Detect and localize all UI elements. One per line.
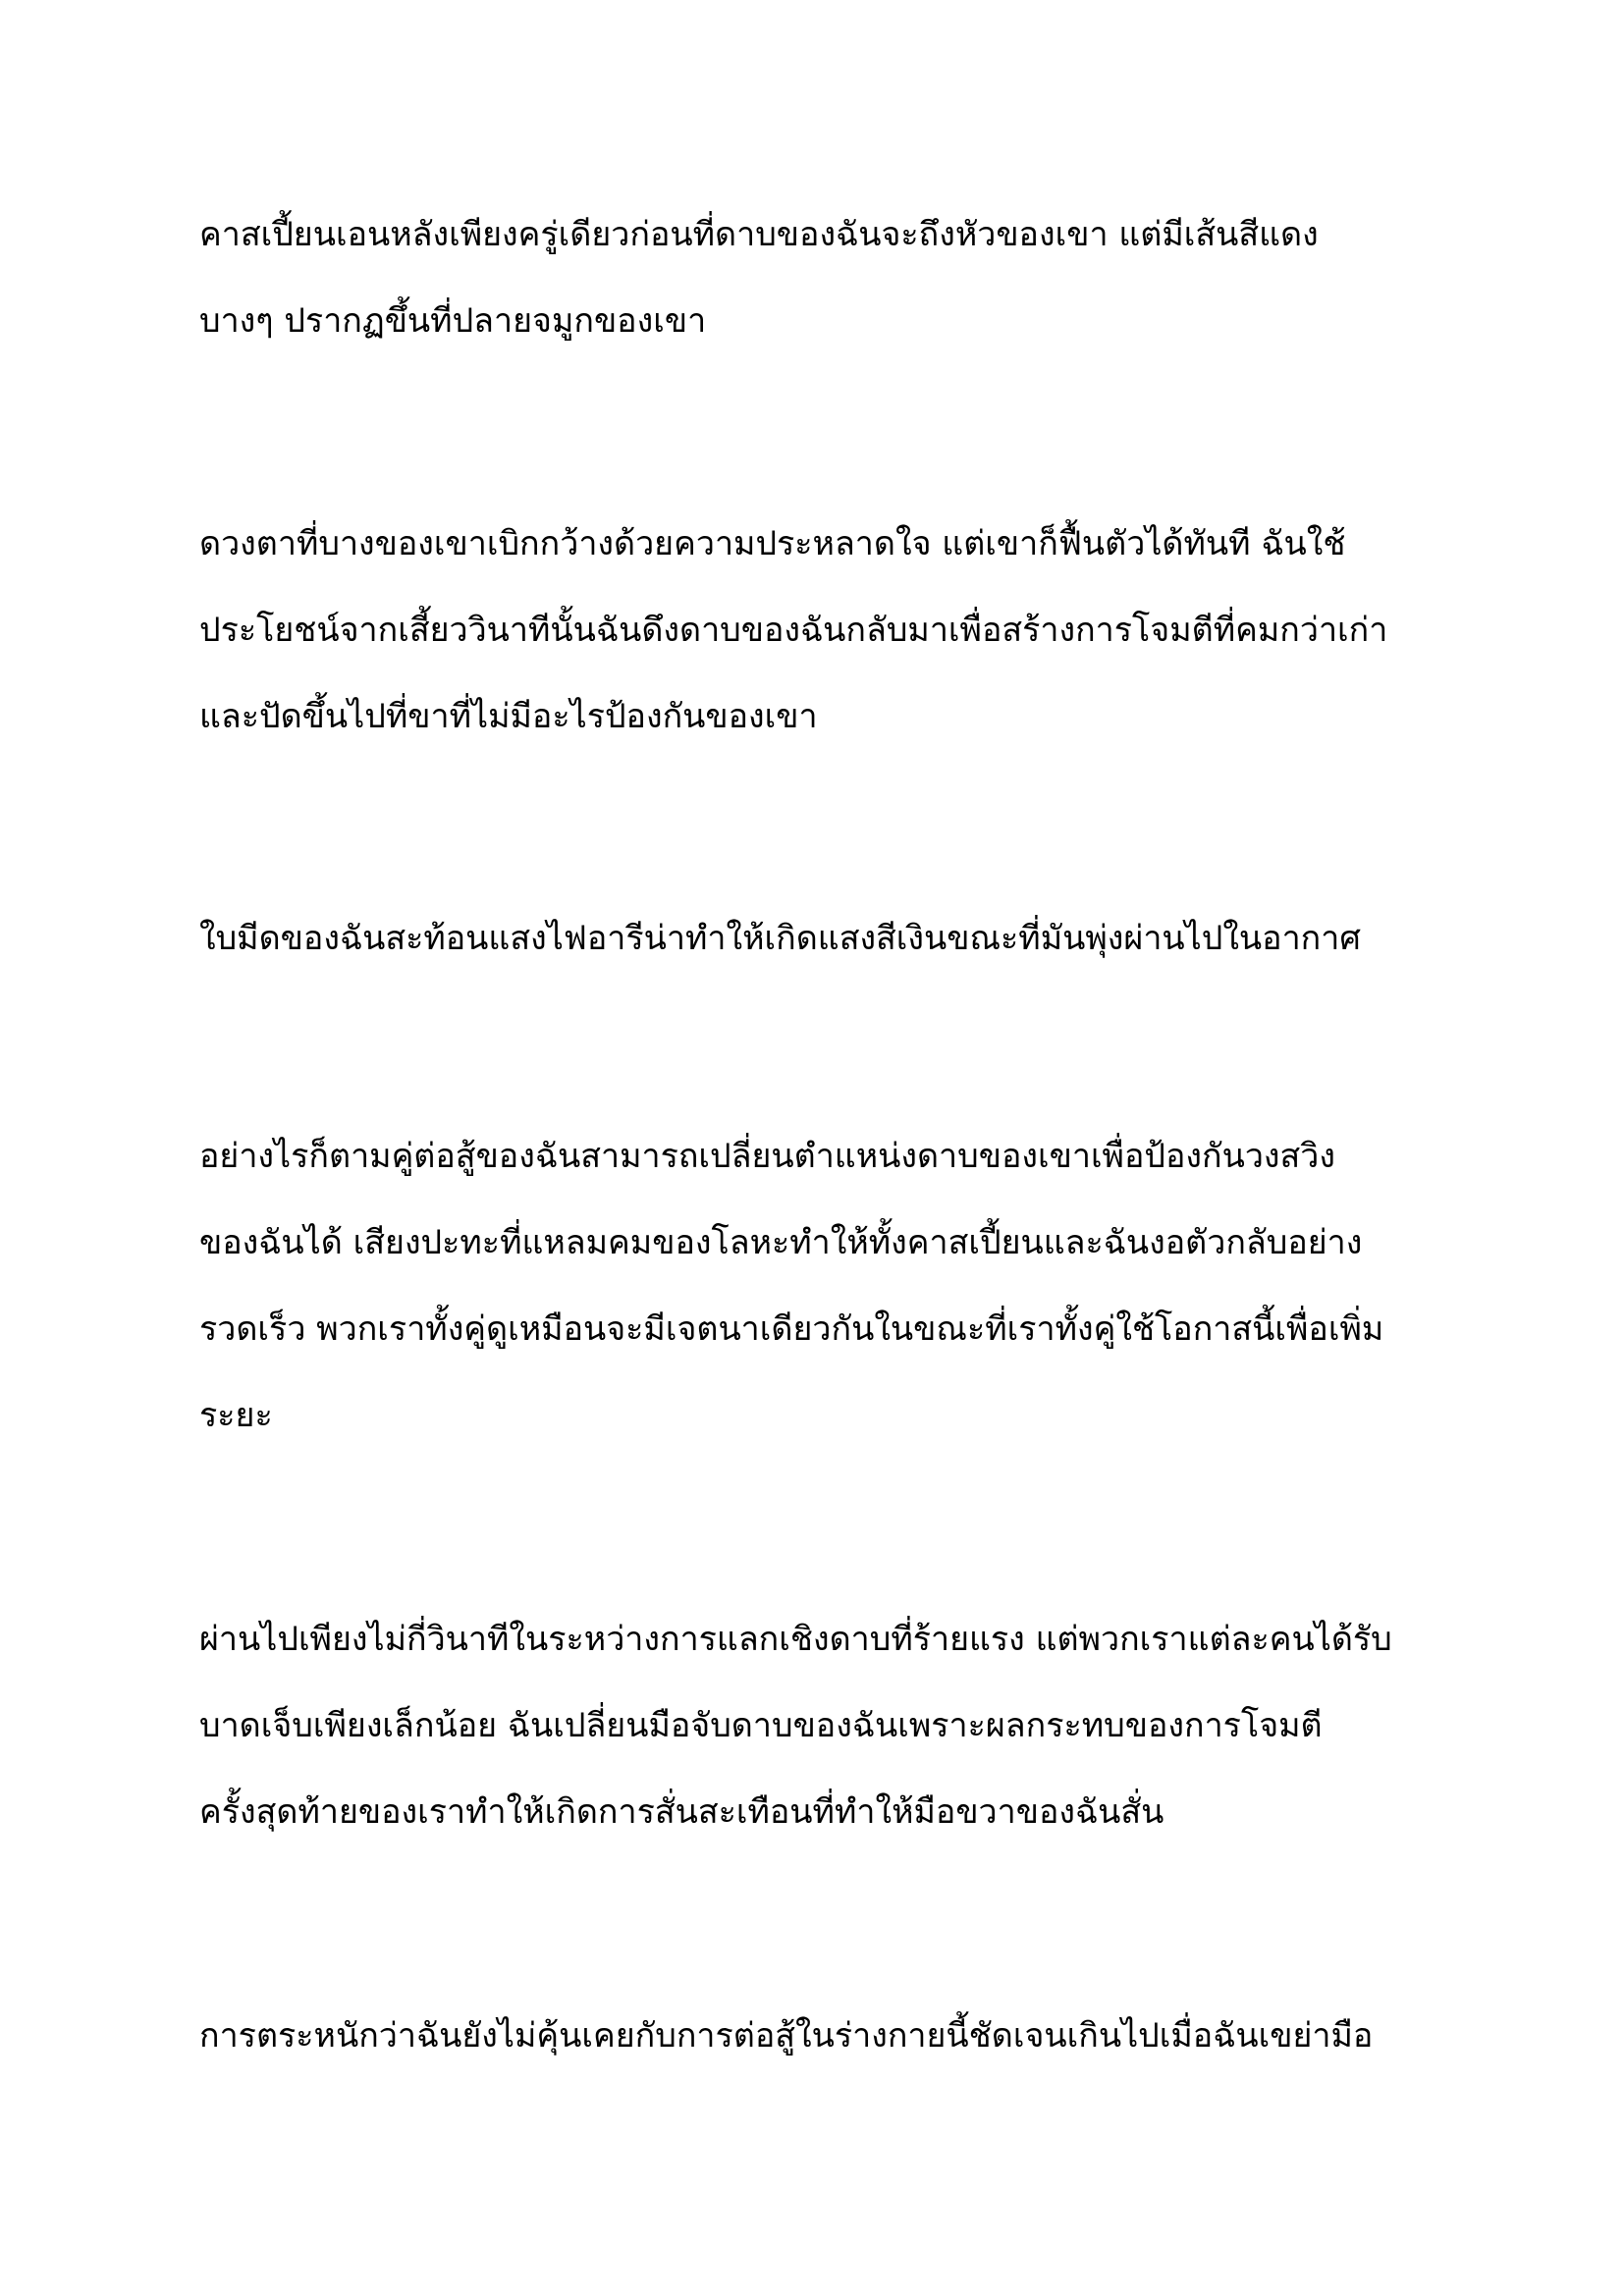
- text-line: ประโยชน์จากเสี้ยววินาทีนั้นฉันดึงดาบของฉันกลับมาเพื่อสร้างการโจมตีที่คมกว่าเก่า: [199, 611, 1388, 650]
- text-line: ดวงตาที่บางของเขาเบิกกว้างด้วยความประหลาดใจ แต่เขาก็ฟื้นตัวได้ทันที ฉันใช้: [199, 524, 1346, 563]
- paragraph: [199, 1993, 1446, 2079]
- text-line: คาสเปี้ยนเอนหลังเพียงครู่เดียวก่อนที่ดาบของฉันจะถึงหัวของเขา แต่มีเส้นสีแดง: [199, 215, 1319, 254]
- text-line: ใบมีดของฉันสะท้อนแสงไฟอารีน่าทำให้เกิดแสงสีเงินขณะที่มันพุ่งผ่านไปในอากาศ: [199, 919, 1361, 958]
- text-line: และปัดขึ้นไปที่ขาที่ไม่มีอะไรป้องกันของเขา: [199, 697, 818, 736]
- text-line: บางๆ ปรากฏขึ้นที่ปลายจมูกของเขา: [199, 301, 707, 341]
- text-line: รวดเร็ว พวกเราทั้งคู่ดูเหมือนจะมีเจตนาเดียวกันในขณะที่เราทั้งคู่ใช้โอกาสนี้เพื่อเพิ่ม: [199, 1309, 1384, 1349]
- text-line: การตระหนักว่าฉันยังไม่คุ้นเคยกับการต่อสู้ในร่างกายนี้ชัดเจนเกินไปเมื่อฉันเขย่ามือ: [199, 2016, 1374, 2056]
- text-line: ผ่านไปเพียงไม่กี่วินาทีในระหว่างการแลกเชิงดาบที่ร้ายแรง แต่พวกเราแต่ละคนได้รับ: [199, 1620, 1392, 1659]
- paragraph: [199, 895, 1446, 982]
- paragraph: [199, 1596, 1446, 1855]
- text-line: ของฉันได้ เสียงปะทะที่แหลมคมของโลหะทำให้ทั้งคาสเปี้ยนและฉันงอตัวกลับอย่าง: [199, 1223, 1363, 1262]
- text-line: อย่างไรก็ตามคู่ต่อสู้ของฉันสามารถเปลี่ยนตำแหน่งดาบของเขาเพื่อป้องกันวงสวิง: [199, 1137, 1335, 1176]
- paragraph: [199, 1113, 1446, 1459]
- paragraph: [199, 191, 1446, 364]
- text-line: ระยะ: [199, 1396, 273, 1435]
- text-line: บาดเจ็บเพียงเล็กน้อย ฉันเปลี่ยนมือจับดาบของฉันเพราะผลกระทบของการโจมตี: [199, 1706, 1323, 1745]
- text-line: ครั้งสุดท้ายของเราทำให้เกิดการสั่นสะเทือนที่ทำให้มือขวาของฉันสั่น: [199, 1792, 1164, 1832]
- paragraph: [199, 501, 1446, 760]
